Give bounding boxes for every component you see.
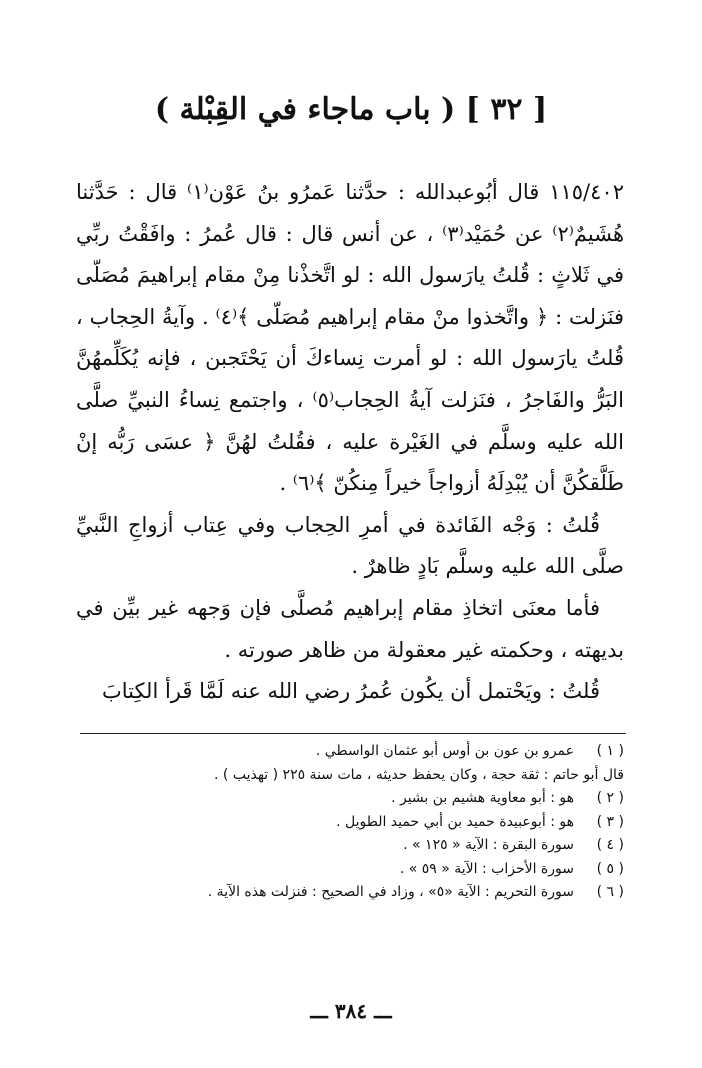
footnote-3	[64, 811, 624, 835]
footnote-1	[64, 740, 624, 764]
footnote-number: ( ١ )	[596, 743, 624, 759]
commentary-paragraph-3: قُلتُ : ويَحْتمل أن يكُون عُمرُ رضي الله عنه لَمَّا قَرأ الكِتابَ	[101, 679, 600, 704]
page-number: ـــ ٣٨٤ ـــ	[310, 999, 392, 1023]
footnote-separator	[80, 733, 626, 734]
main-text	[76, 172, 624, 713]
footnote-number: ( ٦ )	[596, 884, 624, 900]
footnote-1-continuation: قال أبو حاتم : ثقة حجة ، وكان يحفظ حديثه ، مات سنة ٢٢٥ ( تهذيب ) .	[214, 766, 624, 783]
footnote-text: سورة البقرة : الآية « ١٢٥ » .	[403, 837, 574, 853]
commentary-paragraph-1: قُلتُ : وَجْه الفَائدة في أمرِ الحِجاب وفي عِتاب أزواجِ النَّبيِّ صلَّى الله عليه وسلَّم بَادٍ ظاهرٌ .	[76, 512, 624, 579]
footnotes	[64, 740, 624, 905]
footnote-number: ( ٢ )	[596, 790, 624, 806]
footnote-5	[64, 858, 624, 882]
hadith-paragraph: ١١٥/٤٠٢ قال أبُوعبدالله : حدَّثنا عَمرُو بنُ عَوْن⁽١⁾ قال : حَدَّثنا هُشَيمٌ⁽٢⁾ عن حُمَيْد⁽٣⁾ ، عن أنس قال : قال عُمرُ : وافَقْتُ ربِّي في ثَلاثٍ : قُلتُ يارَسول الله : لو اتَّخذْنا مِنْ مقام إبراهيمَ مُصَلّى فنَزلت : ﴿ واتَّخذوا منْ مقام إبراهيم مُصَلّى ﴾⁽٤⁾ . وآيةُ الحِجاب ، قُلتُ يارَسول الله : لو أمرت نِساءكَ أن يَحْتَجبن ، فإنه يُكَلِّمهُنَّ البَرُّ والفَاجرُ ، فنَزلت آيةُ الحِجاب⁽٥⁾ ، واجتمع نِساءُ النبيِّ صلَّى الله عليه وسلَّم في الغَيْرة عليه ، فقُلتُ لهُنَّ ﴿ عسَى رَبُّه إنْ طَلَّقكُنَّ أن يُبْدِلَهُ أزواجاً خيراً مِنكُنّ ﴾⁽٦⁾ .	[76, 180, 625, 496]
commentary-paragraph-2: فأما معنَى اتخاذِ مقام إبراهيم مُصلَّى فإن وَجهه غير بيِّن في بديهته ، وحكمته غير معقولة من ظاهر صورته .	[76, 595, 624, 662]
footnote-2	[64, 787, 624, 811]
footnote-number: ( ٤ )	[596, 837, 624, 853]
footnote-text: عمرو بن عون بن أوس أبو عثمان الواسطي .	[315, 743, 574, 759]
footnote-text: سورة الأحزاب : الآية « ٥٩ » .	[399, 860, 574, 877]
footnote-text: هو : أبو معاوية هشيم بن بشير .	[391, 790, 574, 806]
footnote-text: هو : أبوعبيدة حميد بن أبي حميد الطويل .	[336, 813, 574, 830]
footnote-6	[64, 881, 624, 905]
chapter-heading: [ ٣٢ ] ( باب ماجاء في القِبْلة )	[154, 92, 548, 127]
footnote-number: ( ٣ )	[596, 813, 624, 830]
footnote-4	[64, 834, 624, 858]
footnote-text: سورة التحريم : الآية «٥» ، وزاد في الصحيح : فنزلت هذه الآية .	[207, 884, 574, 900]
footnote-number: ( ٥ )	[596, 860, 624, 877]
